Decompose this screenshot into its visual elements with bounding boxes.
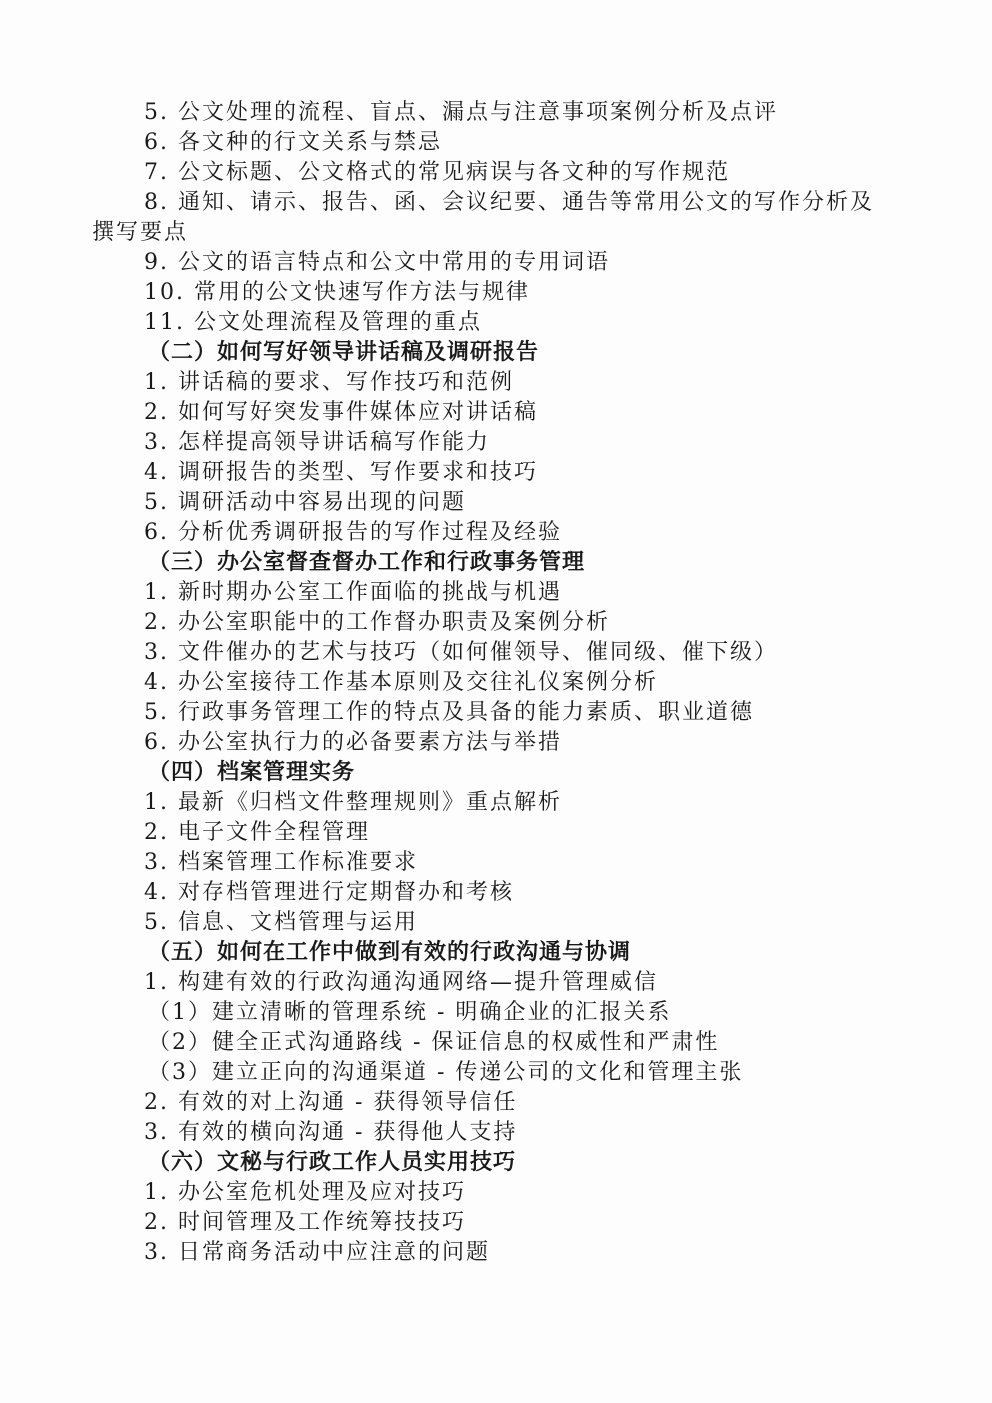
list-item: 7. 公文标题、公文格式的常见病误与各文种的写作规范 [144,160,730,185]
list-item: 5. 公文处理的流程、盲点、漏点与注意事项案例分析及点评 [144,100,778,125]
section-heading: （四）档案管理实务 [148,760,356,785]
list-item: 10. 常用的公文快速写作方法与规律 [144,280,530,305]
list-item: 9. 公文的语言特点和公文中常用的专用词语 [144,250,610,275]
section-heading: （六）文秘与行政工作人员实用技巧 [148,1150,517,1175]
list-item: 5. 行政事务管理工作的特点及具备的能力素质、职业道德 [144,700,754,725]
section-heading: （二）如何写好领导讲话稿及调研报告 [148,340,540,365]
list-item: 1. 最新《归档文件整理规则》重点解析 [144,790,562,815]
list-item: 3. 日常商务活动中应注意的问题 [144,1240,490,1265]
list-item: 2. 办公室职能中的工作督办职责及案例分析 [144,610,610,635]
list-item: 3. 有效的横向沟通 - 获得他人支持 [144,1120,518,1145]
list-item: 1. 新时期办公室工作面临的挑战与机遇 [144,580,562,605]
sub-list-item: （1）建立清晰的管理系统 - 明确企业的汇报关系 [148,1000,672,1025]
list-item: 1. 构建有效的行政沟通沟通网络—提升管理威信 [144,970,658,995]
section-heading: （三）办公室督查督办工作和行政事务管理 [148,550,586,575]
list-item-continuation: 撰写要点 [92,220,189,245]
list-item: 4. 对存档管理进行定期督办和考核 [144,880,514,905]
list-item: 3. 怎样提高领导讲话稿写作能力 [144,430,490,455]
list-item: 6. 分析优秀调研报告的写作过程及经验 [144,520,562,545]
list-item: 2. 有效的对上沟通 - 获得领导信任 [144,1090,518,1115]
sub-list-item: （2）健全正式沟通路线 - 保证信息的权威性和严肃性 [148,1030,720,1055]
list-item: 1. 办公室危机处理及应对技巧 [144,1180,466,1205]
list-item: 3. 文件催办的艺术与技巧（如何催领导、催同级、催下级） [144,640,778,665]
list-item: 6. 办公室执行力的必备要素方法与举措 [144,730,562,755]
list-item: 5. 信息、文档管理与运用 [144,910,418,935]
list-item: 1. 讲话稿的要求、写作技巧和范例 [144,370,514,395]
document-body [92,98,902,1268]
list-item: 3. 档案管理工作标准要求 [144,850,418,875]
section-heading: （五）如何在工作中做到有效的行政沟通与协调 [148,940,632,965]
list-item: 11. 公文处理流程及管理的重点 [144,310,482,335]
sub-list-item: （3）建立正向的沟通渠道 - 传递公司的文化和管理主张 [148,1060,744,1085]
list-item: 4. 办公室接待工作基本原则及交往礼仪案例分析 [144,670,658,695]
list-item: 8. 通知、请示、报告、函、会议纪要、通告等常用公文的写作分析及 [144,190,874,215]
list-item: 4. 调研报告的类型、写作要求和技巧 [144,460,538,485]
list-item: 5. 调研活动中容易出现的问题 [144,490,466,515]
list-item: 2. 时间管理及工作统筹技技巧 [144,1210,466,1235]
list-item: 2. 电子文件全程管理 [144,820,370,845]
list-item: 6. 各文种的行文关系与禁忌 [144,130,442,155]
list-item: 2. 如何写好突发事件媒体应对讲话稿 [144,400,538,425]
